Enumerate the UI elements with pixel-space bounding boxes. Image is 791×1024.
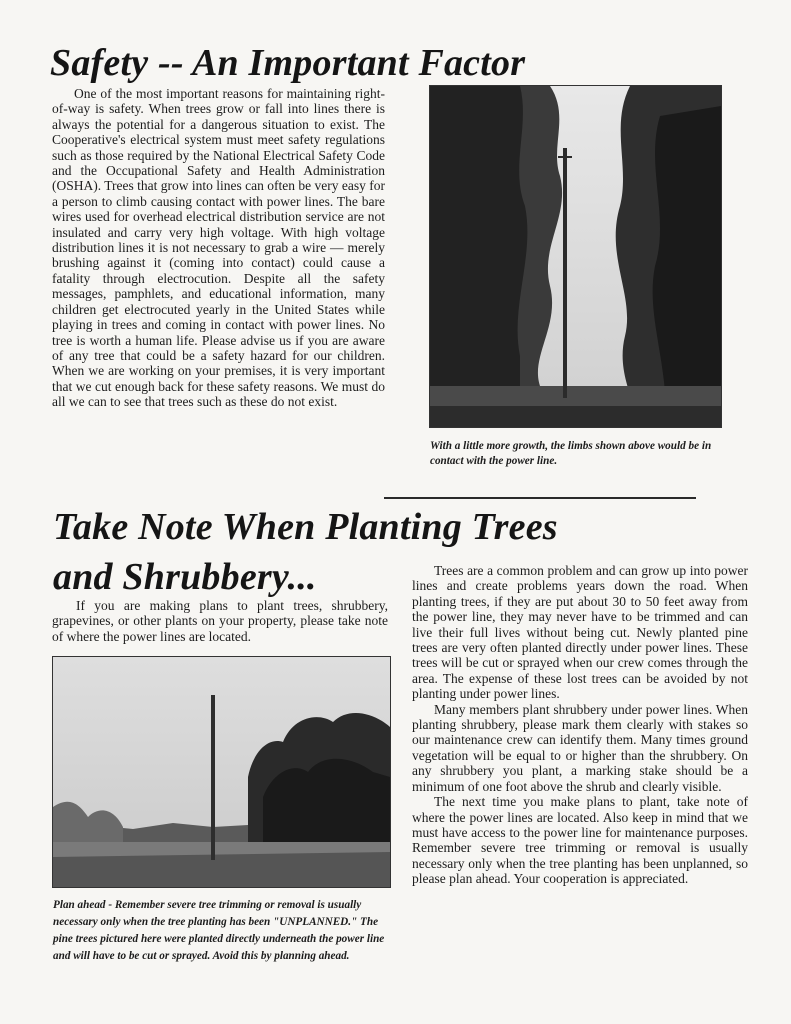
planting-paragraph-3: The next time you make plans to plant, take note of where the power lines are located. Also keep in mind that we must have access to the power line for maintenance purposes. Remember severe tree trimming or removal is usually necessary only when the tree planting has been unplanned, so please plan ahead. Your cooperation is appreciated. xyxy=(412,794,748,887)
pine-trees-under-line-photo xyxy=(52,656,391,888)
safety-body xyxy=(52,86,385,410)
planting-intro-paragraph: If you are making plans to plant trees, shrubbery, grapevines, or other plants on your property, please take note of where the power lines are located. xyxy=(52,598,388,644)
planting-paragraph-1: Trees are a common problem and can grow up into power lines and create problems years down the road. When planting trees, if they are put about 30 to 50 feet away from the power line, they may never have to be trimmed and can live their full lives without being cut. Newly planted pine trees are very often planted directly under power lines. These trees will be cut or sprayed when our crew comes through the area. The expense of these lost trees can be avoided by not planting under power lines. xyxy=(412,563,748,702)
safety-paragraph: One of the most important reasons for maintaining right-of-way is safety. When trees grow or fall into lines there is always the potential for a dangerous situation to exist. The Cooperative's electrical system must meet safety regulations such as those required by the National Electrical Safety Code and the Occupational Safety and Health Administration (OSHA). Trees that grow into lines can often be very easy for a person to climb causing contact with power lines. The bare wires used for overhead electrical distribution service are not insulated and carry very high voltage. With high voltage distribution lines it is not necessary to grab a wire — merely brushing against it (coming into contact) could cause a fatality through electrocution. Despite all the safety messages, pamphlets, and educational information, many children get electrocuted yearly in the United States while playing in trees and coming in contact with power lines. No tree is worth a human life. Please advise us if you are aware of any tree that could be a safety hazard for our children. When we are working on your premises, it is very important that we cut enough back for these safety reasons. We must do all we can to see that trees such as these do not exist. xyxy=(52,86,385,410)
safety-heading: Safety -- An Important Factor xyxy=(50,42,526,84)
planting-paragraph-2: Many members plant shrubbery under power lines. When planting shrubbery, please mark them clearly with stakes so our maintenance crew can identify them. Many times ground vegetation will be equal to or higher than the shrubbery. On any shrubbery you plant, a marking stake should be a minimum of one foot above the shrub and clearly visible. xyxy=(412,701,748,794)
photo-caption-planting: Plan ahead - Remember severe tree trimming or removal is usually necessary only when the tree planting has been "UNPLANNED." The pine trees pictured here were planted directly underneath the power line and will have to be cut or sprayed. Avoid this by planning ahead. xyxy=(53,899,385,962)
section-divider xyxy=(384,497,696,499)
planting-right-column xyxy=(412,563,748,887)
utility-pole-trees-photo xyxy=(429,85,722,428)
photo-caption-safety: With a little more growth, the limbs shown above would be in contact with the power line. xyxy=(430,440,712,467)
planting-intro xyxy=(52,598,388,644)
planting-heading-line1: Take Note When Planting Trees xyxy=(53,506,558,548)
planting-heading-line2: and Shrubbery... xyxy=(53,556,317,598)
